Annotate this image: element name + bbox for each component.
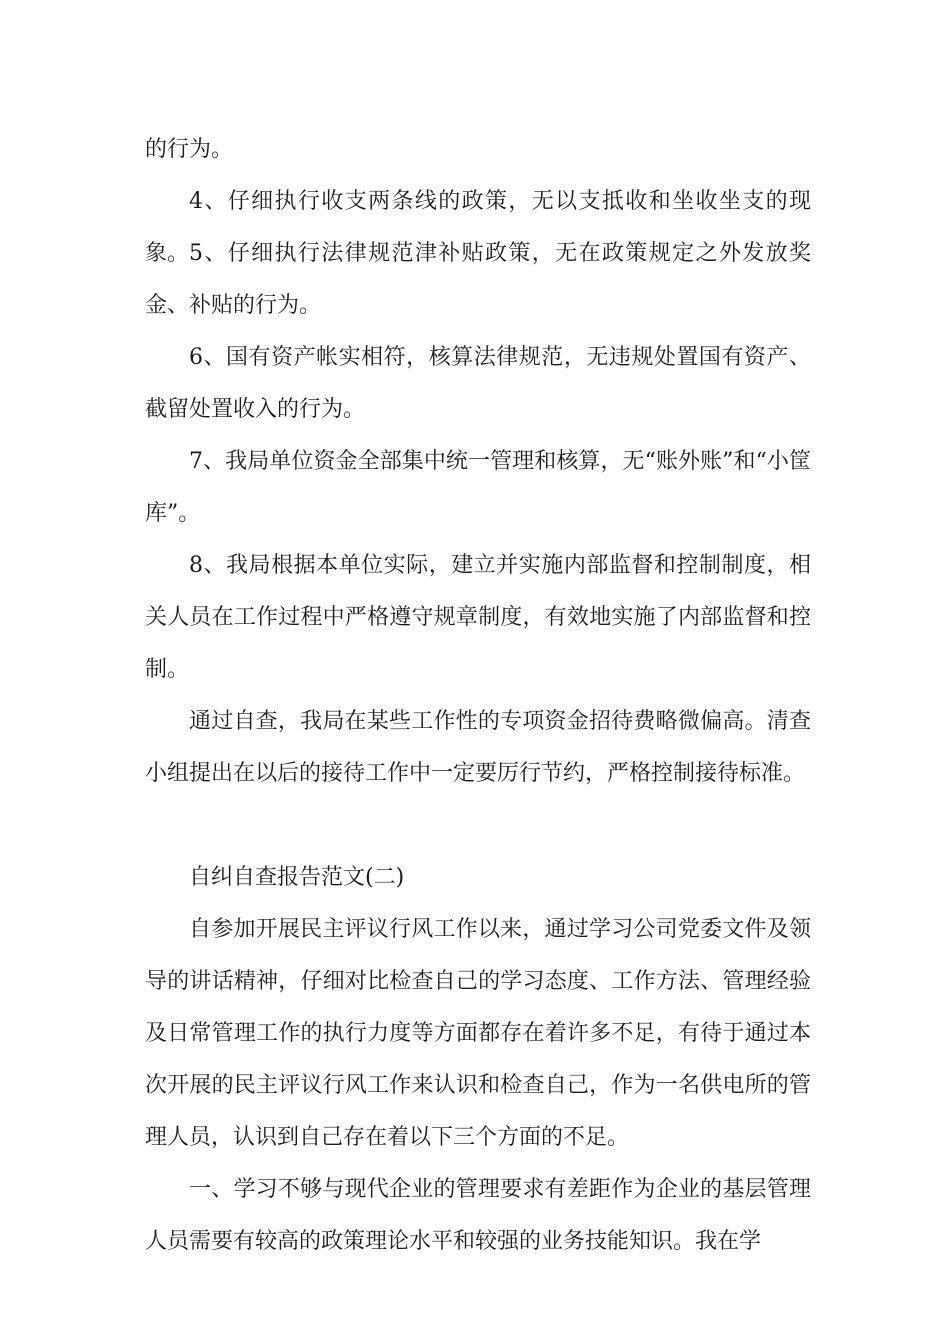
paragraph-item-4: 4、仔细执行收支两条线的政策，无以支抵收和坐收坐支的现象。: [145, 189, 811, 266]
paragraph-continuation: 的行为。: [145, 137, 234, 162]
paragraph-item-8: 8、我局根据本单位实际，建立并实施内部监督和控制制度，相关人员在工作过程中严格遵守规章制度，有效地实施了内部监督和控制。: [145, 553, 811, 682]
paragraph-item-7: 7、我局单位资金全部集中统一管理和核算，无“账外账”和“小筐库”。: [145, 449, 811, 526]
paragraph-item-5: 5、仔细执行法律规范津补贴政策，无在政策规定之外发放奖金、补贴的行为。: [145, 241, 811, 318]
paragraph-self-check-summary: 通过自查，我局在某些工作性的专项资金招待费略微偏高。清查小组提出在以后的接待工作中一定要厉行节约，严格控制接待标准。: [145, 709, 811, 786]
section-heading: 自纠自查报告范文(二): [189, 865, 405, 890]
paragraph-item-6: 6、国有资产帐实相符，核算法律规范，无违规处置国有资产、截留处置收入的行为。: [145, 345, 811, 422]
paragraph-point-1: 一、学习不够与现代企业的管理要求有差距作为企业的基层管理人员需要有较高的政策理论水平和较强的业务技能知识。我在学: [145, 1177, 811, 1254]
paragraph-intro: 自参加开展民主评议行风工作以来，通过学习公司党委文件及领导的讲话精神，仔细对比检查自己的学习态度、工作方法、管理经验及日常管理工作的执行力度等方面都存在着许多不足，有待于通过本次开展的民主评议行风工作来认识和检查自己，作为一名供电所的管理人员，认识到自己存在着以下三个方面的不足。: [145, 917, 811, 1150]
